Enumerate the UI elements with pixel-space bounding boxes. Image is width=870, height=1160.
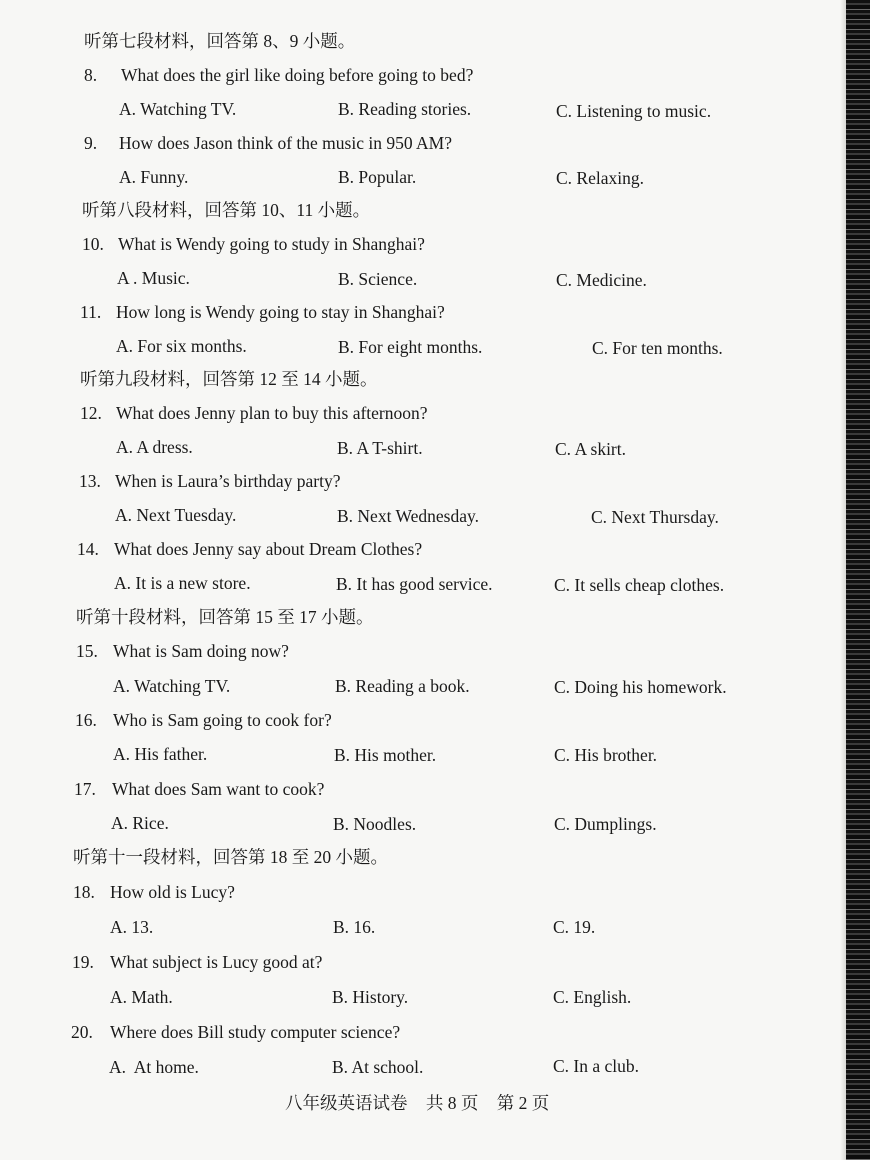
option-c: C. Next Thursday.	[591, 507, 719, 527]
option-b: B. His mother.	[334, 745, 437, 765]
option-a: A. Next Tuesday.	[115, 505, 237, 525]
option-c: C. Medicine.	[556, 270, 647, 290]
question-number: 16.	[75, 710, 97, 730]
section-heading: 听第十段材料，回答第 15 至 17 小题。	[76, 607, 374, 627]
footer-total-pages: 共 8 页	[425, 1093, 479, 1113]
question-number: 18.	[73, 882, 95, 902]
option-c: C. Relaxing.	[556, 168, 644, 188]
question-number: 20.	[71, 1022, 93, 1042]
question-text: How old is Lucy?	[110, 882, 235, 902]
question-number: 12.	[80, 403, 102, 423]
option-b: B. Noodles.	[333, 814, 417, 834]
option-c: C. His brother.	[554, 745, 658, 765]
option-c: C. English.	[553, 987, 632, 1007]
question-text: What does Sam want to cook?	[112, 779, 325, 799]
question-number: 14.	[77, 539, 99, 559]
question-number: 19.	[72, 952, 94, 972]
option-a: A. Math.	[110, 987, 173, 1007]
question-text: Where does Bill study computer science?	[110, 1022, 401, 1042]
option-b: B. History.	[332, 987, 409, 1007]
question-text: When is Laura’s birthday party?	[115, 471, 341, 491]
section-heading: 听第九段材料，回答第 12 至 14 小题。	[80, 369, 378, 389]
option-c: C. A skirt.	[555, 439, 626, 459]
option-a: A. A dress.	[116, 437, 193, 457]
option-c: C. 19.	[553, 917, 596, 937]
question-number: 11.	[80, 302, 102, 322]
option-c: C. Listening to music.	[556, 101, 712, 121]
footer-title: 八年级英语试卷	[285, 1093, 408, 1113]
option-b: B. 16.	[333, 917, 376, 937]
question-number: 13.	[79, 471, 101, 491]
question-number: 17.	[74, 779, 96, 799]
option-b: B. Popular.	[338, 167, 417, 187]
section-heading: 听第七段材料，回答第 8、9 小题。	[84, 31, 356, 51]
option-a: A. 13.	[110, 917, 154, 937]
question-text: What is Sam doing now?	[113, 641, 289, 661]
option-b: B. For eight months.	[338, 337, 483, 357]
question-number: 10.	[82, 234, 104, 254]
option-c: C. Doing his homework.	[554, 677, 727, 697]
option-a: A. Funny.	[119, 167, 189, 187]
option-b: B. A T-shirt.	[337, 438, 423, 458]
question-text: What subject is Lucy good at?	[110, 952, 323, 972]
section-heading: 听第八段材料，回答第 10、11 小题。	[82, 200, 371, 220]
option-b: B. At school.	[332, 1057, 424, 1077]
option-a: A. Watching TV.	[119, 99, 237, 119]
question-text: What is Wendy going to study in Shanghai?	[118, 234, 425, 254]
option-b: B. Reading a book.	[335, 676, 470, 696]
option-c: C. Dumplings.	[554, 814, 657, 834]
option-a: A. His father.	[113, 744, 208, 764]
question-text: What does Jenny plan to buy this afternoon?	[116, 403, 428, 423]
option-a: A. For six months.	[116, 336, 247, 356]
option-a: A . Music.	[117, 268, 190, 288]
scan-binding-edge	[846, 0, 870, 1160]
footer-page-number: 第 2 页	[496, 1093, 550, 1113]
question-text: How long is Wendy going to stay in Shanghai?	[116, 302, 445, 322]
option-b: B. It has good service.	[336, 574, 493, 594]
question-text: Who is Sam going to cook for?	[113, 710, 332, 730]
question-number: 15.	[76, 641, 98, 661]
option-c: C. In a club.	[553, 1056, 640, 1076]
question-text: How does Jason think of the music in 950 AM?	[119, 133, 452, 153]
option-a: A. Watching TV.	[113, 676, 231, 696]
option-a: A. It is a new store.	[114, 573, 251, 593]
question-text: What does Jenny say about Dream Clothes?	[114, 539, 423, 559]
option-a: A. Rice.	[111, 813, 169, 833]
option-b: B. Reading stories.	[338, 99, 472, 119]
question-text: What does the girl like doing before going to bed?	[121, 65, 474, 85]
section-heading: 听第十一段材料，回答第 18 至 20 小题。	[73, 847, 388, 867]
option-c: C. It sells cheap clothes.	[554, 575, 725, 595]
page-footer	[285, 1090, 563, 1115]
option-a: A. At home.	[109, 1057, 199, 1077]
option-b: B. Science.	[338, 269, 418, 289]
option-c: C. For ten months.	[592, 338, 723, 358]
option-b: B. Next Wednesday.	[337, 506, 479, 526]
question-number: 8.	[84, 65, 98, 85]
question-number: 9.	[84, 133, 98, 153]
